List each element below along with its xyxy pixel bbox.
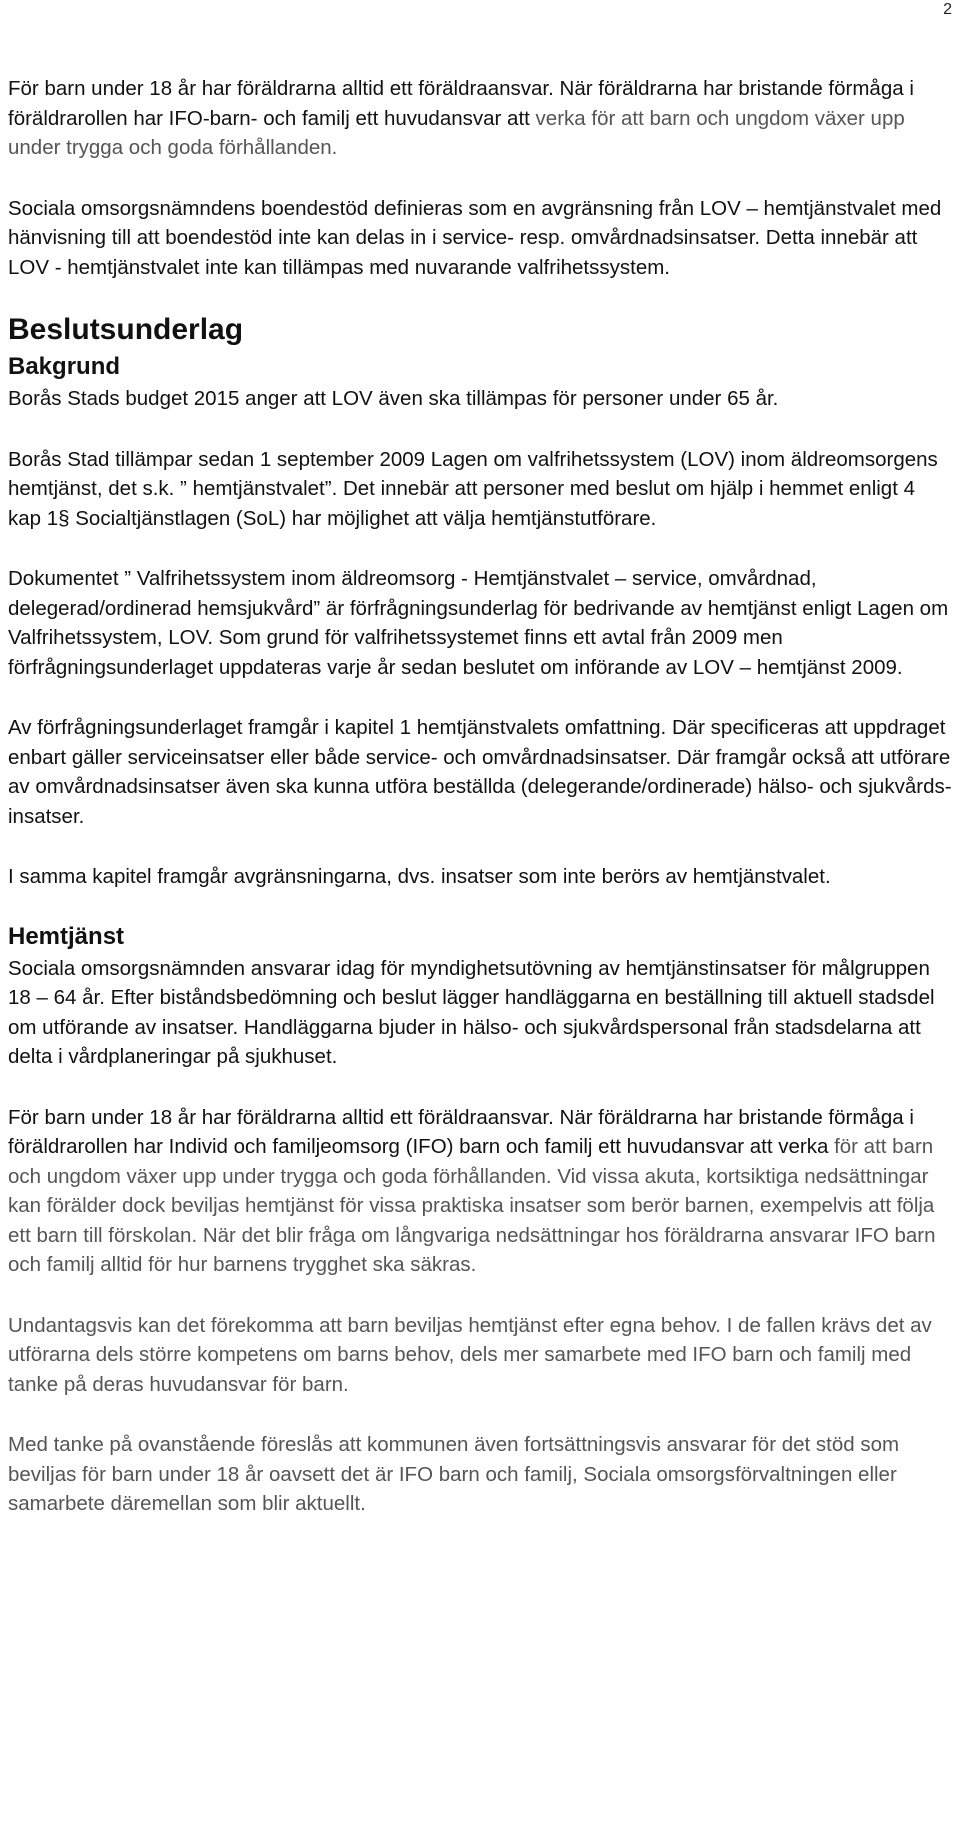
paragraph-text: För barn under 18 år har föräldrarna alltid ett föräldraansvar. När föräldrarna har bristande förmåga i föräldrarollen har Individ och familjeomsorg (IFO) barn och familj ett huvudansvar att verka bbox=[8, 1105, 914, 1158]
paragraph-boendestod: Sociala omsorgsnämndens boendestöd definieras som en avgränsning från LOV – hemtjänstvalet med hänvisning till att boendestöd inte kan delas in i service- resp. omvårdnadsinsatser. Detta innebär att LOV - hemtjänstvalet inte kan tillämpas med nuvarande valfrihetssystem. bbox=[8, 196, 942, 279]
paragraph-text-gray: för att barn och ungdom växer upp under trygga och goda förhållanden. Vid vissa akuta, kortsiktiga nedsättningar kan förälder dock beviljas hemtjänst för vissa praktiska insatser som berör barnen, exempelvis att följa ett barn till förskolan. När det blir fråga om långvariga nedsättningar hos föräldrarna ansvarar IFO barn och familj alltid för hur barnens trygghet ska säkras. bbox=[8, 1135, 936, 1276]
paragraph-avgransningar: I samma kapitel framgår avgränsningarna, dvs. insatser som inte berörs av hemtjänstvalet. bbox=[8, 865, 831, 888]
paragraph-kapitel-1: Av förfrågningsunderlaget framgår i kapitel 1 hemtjänstvalets omfattning. Där specificeras att uppdraget enbart gäller serviceinsatser eller både service- och omvårdnadsinsatser. Där framgår också att utförare av omvårdnadsinsatser även ska kunna utföra beställda (delegerande/ordinerade) hälso- och sjukvårds- insatser. bbox=[8, 716, 952, 828]
heading-beslutsunderlag: Beslutsunderlag bbox=[8, 313, 244, 346]
paragraph-med-tanke: Med tanke på ovanstående föreslås att kommunen även fortsättningsvis ansvarar för det stöd som beviljas för barn under 18 år oavsett det är IFO barn och familj, Sociala omsorgsförvaltningen eller samarbete däremellan som blir aktuellt. bbox=[8, 1433, 900, 1515]
paragraph-barn-under-18 bbox=[8, 1103, 952, 1280]
paragraph-lov-since-2009: Borås Stad tillämpar sedan 1 september 2009 Lagen om valfrihetssystem (LOV) inom äldreomsorgens hemtjänst, det s.k. ” hemtjänstvalet”. Det innebär att personer med beslut om hjälp i hemmet enligt 4 kap 1§ Socialtjänstlagen (SoL) har möjlighet att välja hemtjänstutförare. bbox=[8, 447, 938, 530]
paragraph-budget: Borås Stads budget 2015 anger att LOV även ska tillämpas för personer under 65 år. bbox=[8, 387, 779, 410]
paragraph-dokumentet: Dokumentet ” Valfrihetssystem inom äldreomsorg - Hemtjänstvalet – service, omvårdnad, delegerad/ordinerad hemsjukvård” är förfrågningsunderlag för bedrivande av hemtjänst enligt Lagen om Valfrihetssystem, LOV. Som grund för valfrihetssystemet finns ett avtal från 2009 men förfrågningsunderlaget uppdateras varje år sedan beslutet om införande av LOV – hemtjänst 2009. bbox=[8, 567, 949, 679]
heading-hemtjanst: Hemtjänst bbox=[8, 922, 125, 950]
page-number: 2 bbox=[943, 1, 952, 18]
paragraph-undantagsvis: Undantagsvis kan det förekomma att barn beviljas hemtjänst efter egna behov. I de fallen krävs det av utförarna dels större kompetens om barns behov, dels mer samarbete med IFO barn och familj med tanke på deras huvudansvar för barn. bbox=[8, 1313, 932, 1396]
document-body bbox=[8, 74, 952, 1550]
heading-bakgrund: Bakgrund bbox=[8, 353, 121, 380]
paragraph-text: För barn under 18 år har föräldrarna alltid ett föräldraansvar. När föräldrarna har bristande förmåga i föräldrarollen har IFO-barn- och familj ett huvudansvar att bbox=[8, 77, 914, 130]
paragraph-text-gray: verka för att barn och ungdom växer upp under trygga och goda förhållanden. bbox=[8, 106, 905, 159]
paragraph-parental-responsibility bbox=[8, 74, 952, 163]
paragraph-myndighetsutovning: Sociala omsorgsnämnden ansvarar idag för myndighetsutövning av hemtjänstinsatser för målgruppen 18 – 64 år. Efter biståndsbedömning och beslut lägger handläggarna en beställning till aktuell stadsdel om utförande av insatser. Handläggarna bjuder in hälso- och sjukvårdspersonal från stadsdelarna att delta i vårdplaneringar på sjukhuset. bbox=[8, 956, 935, 1068]
